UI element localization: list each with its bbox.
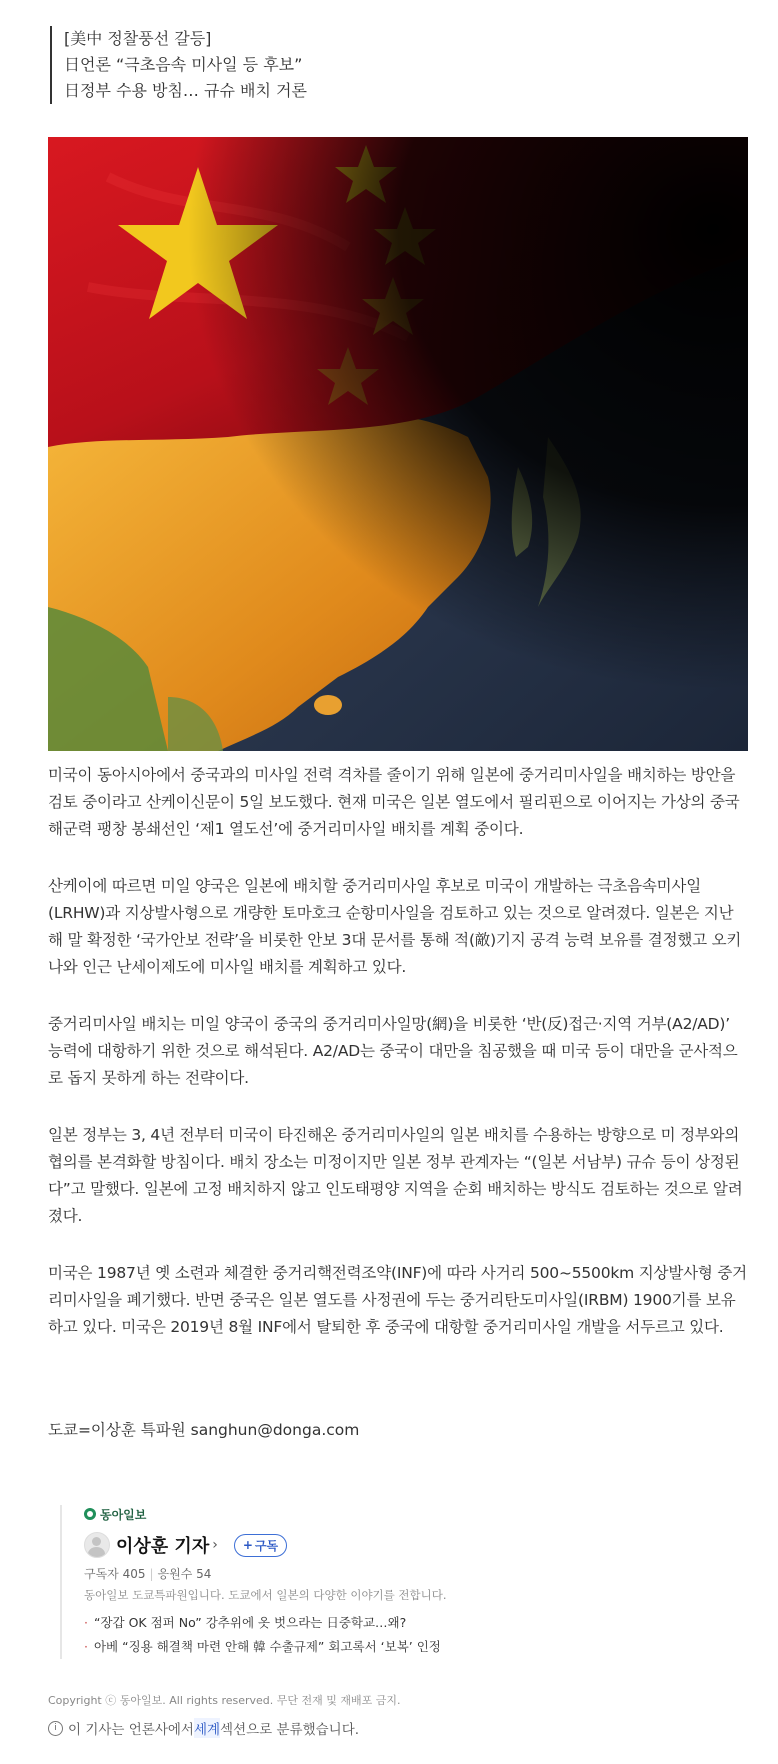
- article-paragraph: 산케이에 따르면 미일 양국은 일본에 배치할 중거리미사일 후보로 미국이 개발하는 극초음속미사일(LRHW)과 지상발사형으로 개량한 토마호크 순항미사일을 검토하고 있는 것으로 알려졌다. 일본은 지난해 말 확정한 ‘국가안보 전략’을 비롯한 안보 3대 문서를 통해 적(敵)기지 공격 능력 보유를 결정했고 오키나와 인근 난세이제도에 미사일 배치를 계획하고 있다.: [48, 877, 742, 976]
- article-paragraph: 일본 정부는 3, 4년 전부터 미국이 타진해온 중거리미사일의 일본 배치를 수용하는 방향으로 미 정부와의 협의를 본격화할 방침이다. 배치 장소는 미정이지만 일본 정부 관계자는 “(일본 서남부) 규슈 등이 상정된다”고 말했다. 일본에 고정 배치하지 않고 인도태평양 지역을 순회 배치하는 방식도 검토하는 것으로 알려졌다.: [48, 1126, 743, 1225]
- related-articles: [84, 1611, 504, 1659]
- related-article-link[interactable]: · 아베 “징용 해결책 마련 안해 韓 수출규제” 회고록서 ‘보복’ 인정: [84, 1639, 441, 1654]
- article-subheadline: [50, 26, 307, 104]
- reporter-name-link[interactable]: 이상훈 기자: [116, 1536, 210, 1557]
- reporter-card: [60, 1505, 504, 1659]
- article-paragraph: 중거리미사일 배치는 미일 양국이 중국의 중거리미사일망(網)을 비롯한 ‘반(反)접근·지역 거부(A2/AD)’ 능력에 대항하기 위한 것으로 해석된다. A2/AD는 중국이 대만을 침공했을 때 미국 등이 대만을 군사적으로 돕지 못하게 하는 전략이다.: [48, 1015, 738, 1087]
- subscribe-label: 구독: [254, 1538, 279, 1553]
- press-name: 동아일보: [100, 1507, 147, 1522]
- press-brand[interactable]: [84, 1505, 504, 1523]
- subheadline-line: 日정부 수용 방침… 규슈 배치 거론: [64, 81, 307, 100]
- china-flag-map-illustration: [48, 137, 748, 751]
- subscriber-count: 구독자 405: [84, 1567, 146, 1581]
- related-article-link[interactable]: · “장갑 OK 점퍼 No” 강추위에 옷 벗으라는 日중학교…왜?: [84, 1615, 407, 1630]
- reporter-description: 동아일보 도쿄특파원입니다. 도쿄에서 일본의 다양한 이야기를 전합니다.: [84, 1588, 447, 1602]
- supporter-count: 응원수 54: [157, 1567, 212, 1581]
- subscribe-button[interactable]: [234, 1534, 287, 1557]
- avatar-icon[interactable]: [84, 1532, 110, 1558]
- subheadline-line: [美中 정찰풍선 갈등]: [64, 29, 212, 48]
- chevron-right-icon: ›: [212, 1537, 218, 1553]
- article-photo: [48, 137, 748, 751]
- article-byline: 도쿄=이상훈 특파원 sanghun@donga.com: [48, 1421, 360, 1439]
- article-paragraph: 미국은 1987년 옛 소련과 체결한 중거리핵전력조약(INF)에 따라 사거리 500~5500km 지상발사형 중거리미사일을 폐기했다. 반면 중국은 일본 열도를 사정권에 두는 중거리탄도미사일(IRBM) 1900기를 보유하고 있다. 미국은 2019년 8월 INF에서 탈퇴한 후 중국에 대항할 중거리미사일 개발을 서두르고 있다.: [48, 1264, 747, 1336]
- subheadline-line: 日언론 “극초음속 미사일 등 후보”: [64, 55, 303, 74]
- article-paragraph: 미국이 동아시아에서 중국과의 미사일 전력 격차를 줄이기 위해 일본에 중거리미사일을 배치하는 방안을 검토 중이라고 산케이신문이 5일 보도했다. 현재 미국은 일본 열도에서 필리핀으로 이어지는 가상의 중국 해군력 팽창 봉쇄선인 ‘제1 열도선’에 중거리미사일 배치를 계획 중이다.: [48, 766, 740, 838]
- reporter-stats: 구독자 405 | 응원수 54: [84, 1567, 212, 1581]
- donga-logo-icon: [84, 1508, 96, 1520]
- plus-icon: +: [242, 1538, 253, 1552]
- info-icon: i: [48, 1721, 63, 1736]
- copyright-notice: Copyright ⓒ 동아일보. All rights reserved. 무단 전재 및 재배포 금지.: [48, 1694, 401, 1707]
- reporter-row: [84, 1531, 504, 1559]
- article-body: [48, 762, 748, 1371]
- section-link[interactable]: 세계: [194, 1718, 220, 1738]
- section-classification: i 이 기사는 언론사에서 세계 섹션으로 분류했습니다.: [48, 1718, 359, 1738]
